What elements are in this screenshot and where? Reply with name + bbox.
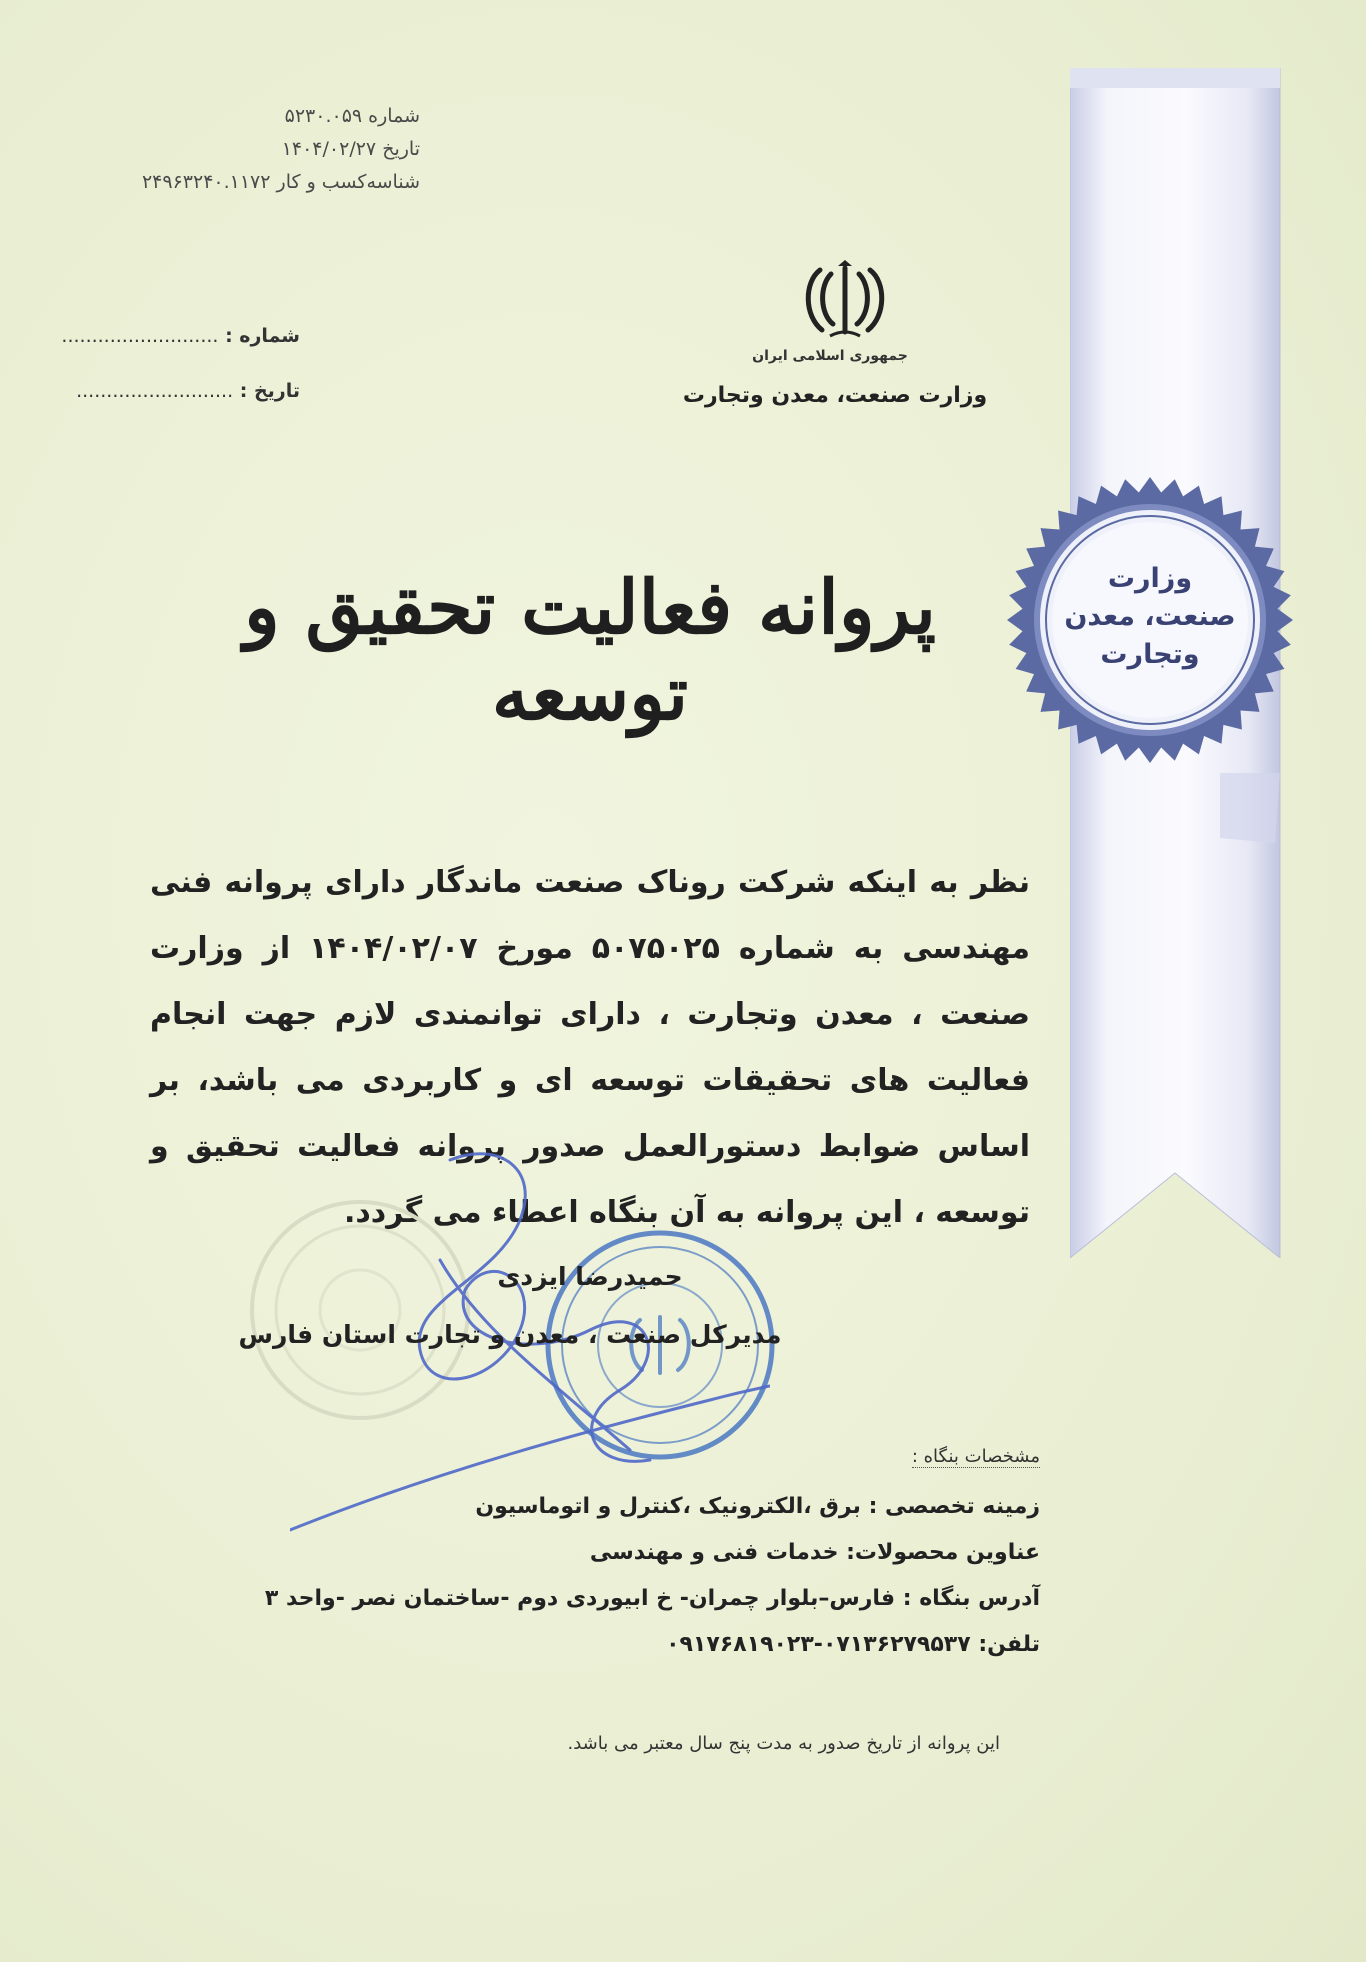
- ref-date-value: ۱۴۰۴/۰۲/۲۷: [281, 138, 377, 160]
- spec-address-label: آدرس بنگاه :: [902, 1586, 1040, 1611]
- spec-phone-value: ۰۷۱۳۶۲۷۹۵۳۷-۰۹۱۷۶۸۱۹۰۲۳: [666, 1632, 971, 1657]
- form-number-field: [61, 325, 300, 347]
- spec-phone-label: تلفن:: [978, 1632, 1040, 1657]
- ref-business-id: [50, 166, 420, 199]
- ministry-label: وزارت صنعت، معدن وتجارت: [682, 383, 988, 408]
- iran-emblem-icon: [800, 258, 890, 342]
- seal-line-3: وتجارت: [1100, 639, 1200, 670]
- spec-products-label: عناوین محصولات:: [846, 1540, 1040, 1565]
- republic-label: جمهوری اسلامی ایران: [752, 348, 908, 364]
- form-date-blank: ..........................: [76, 380, 234, 402]
- form-date-label: تاریخ :: [239, 380, 300, 402]
- seal-line-2: صنعت، معدن: [1064, 601, 1236, 632]
- ref-number-value: ۵۲۳۰.۰۵۹: [284, 105, 363, 127]
- reference-block: [50, 100, 420, 199]
- spec-field-label: زمینه تخصصی :: [868, 1494, 1040, 1519]
- form-number-label: شماره :: [225, 325, 300, 347]
- specs-heading: مشخصات بنگاه :: [911, 1446, 1040, 1467]
- spec-address: [160, 1576, 1040, 1622]
- ref-date-label: تاریخ: [382, 138, 420, 160]
- validity-note: این پروانه از تاریخ صدور به مدت پنج سال معتبر می باشد.: [567, 1733, 1000, 1754]
- spec-field: [160, 1484, 1040, 1530]
- ref-date: [50, 133, 420, 166]
- seal-line-1: وزارت: [1107, 563, 1193, 594]
- signatory-title: مدیرکل صنعت ، معدن و تجارت استان فارس: [238, 1320, 782, 1349]
- ref-number-label: شماره: [368, 105, 420, 127]
- spec-address-value: فارس–بلوار چمران- خ ابیوردی دوم -ساختمان نصر -واحد ۳: [264, 1586, 896, 1611]
- spec-products-value: خدمات فنی و مهندسی: [589, 1540, 839, 1565]
- body-text: نظر به اینکه شرکت روناک صنعت ماندگار دارای پروانه فنی مهندسی به شماره ۵۰۷۵۰۲۵ مورخ ۱۴۰۴/۰۲/۰۷ از وزارت صنعت ، معدن وتجارت ، دارای توانمندی لازم جهت انجام فعالیت های تحقیقات توسعه ای و کاربردی می باشد، بر اساس ضوابط دستورالعمل صدور پروانه فعالیت تحقیق و توسعه ، این پروانه به آن بنگاه اعطاء می گردد.: [150, 865, 1030, 1230]
- form-number-blank: ..........................: [61, 325, 219, 347]
- signatory-name: حمیدرضا ایزدی: [497, 1262, 683, 1291]
- ref-business-id-value: ۲۴۹۶۳۲۴۰.۱۱۷۲: [141, 171, 271, 193]
- ref-number: [50, 100, 420, 133]
- spec-field-value: برق ،الکترونیک ،کنترل و اتوماسیون: [475, 1494, 861, 1519]
- spec-phone: [160, 1622, 1040, 1668]
- document-title: پروانه فعالیت تحقیق و توسعه: [243, 565, 936, 737]
- ref-business-id-label: شناسه‌کسب و کار: [276, 171, 420, 193]
- spec-products: [160, 1530, 1040, 1576]
- seal-text: [1060, 560, 1240, 674]
- company-specs: [160, 1446, 1040, 1668]
- form-date-field: [76, 380, 300, 402]
